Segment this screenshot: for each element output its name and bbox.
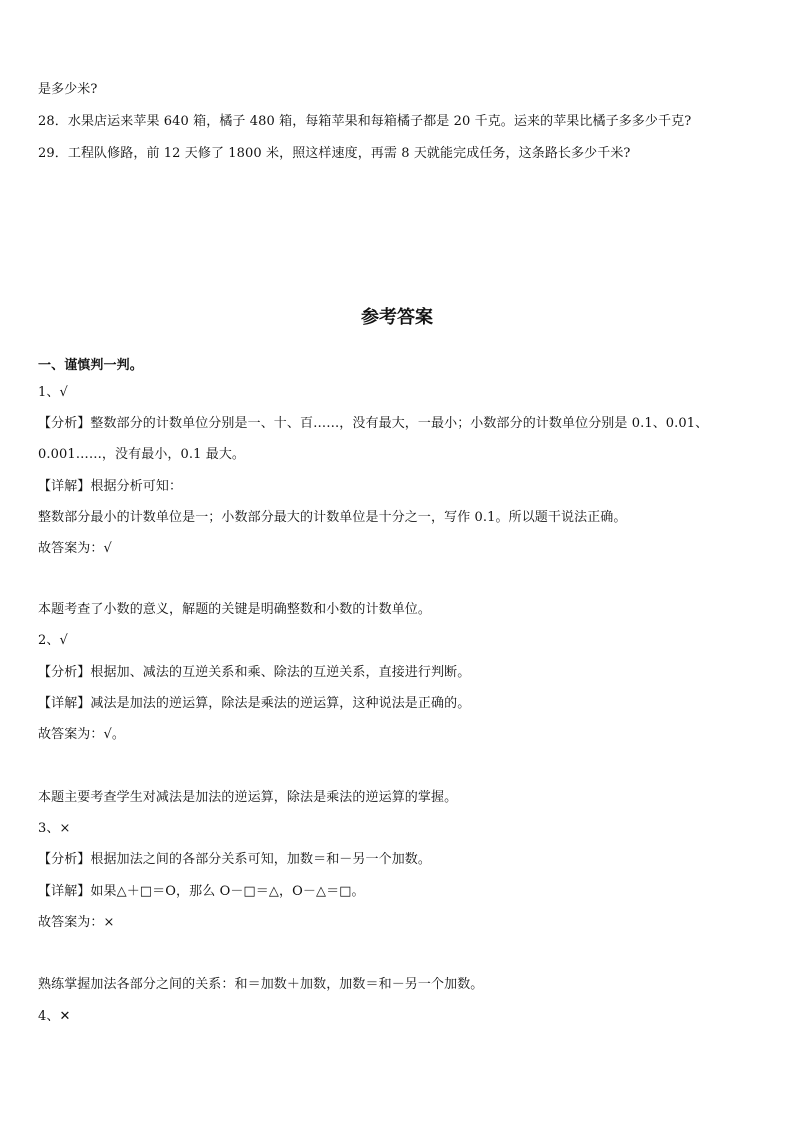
answer-3-analysis: 【分析】根据加法之间的各部分关系可知，加数＝和－另一个加数。 xyxy=(38,852,432,867)
answers-title: 参考答案 xyxy=(361,307,433,328)
answer-2-label: 2、√ xyxy=(38,633,68,648)
answer-1-analysis: 【分析】整数部分的计数单位分别是一、十、百……，没有最大，一最小；小数部分的计数单位分别是 0.1、0.01、 xyxy=(38,416,709,431)
answer-1-conclusion: 故答案为：√ xyxy=(38,541,112,556)
answer-1-detail-cont: 整数部分最小的计数单位是一；小数部分最大的计数单位是十分之一，写作 0.1。所以题干说法正确。 xyxy=(38,510,627,525)
question-28: 28．水果店运来苹果 640 箱，橘子 480 箱，每箱苹果和每箱橘子都是 20 千克。运来的苹果比橘子多多少千克? xyxy=(38,114,692,129)
answer-1-label: 1、√ xyxy=(38,385,68,400)
answer-3-detail: 【详解】如果△＋□＝O，那么 O－□＝△，O－△＝□。 xyxy=(38,884,365,899)
answer-4-label: 4、✕ xyxy=(38,1009,71,1024)
answer-2-detail: 【详解】减法是加法的逆运算，除法是乘法的逆运算，这种说法是正确的。 xyxy=(38,696,471,711)
question-29: 29．工程队修路，前 12 天修了 1800 米，照这样速度，再需 8 天就能完成任务，这条路长多少千米? xyxy=(38,146,631,161)
answer-3-comment: 熟练掌握加法各部分之间的关系：和＝加数＋加数，加数＝和－另一个加数。 xyxy=(38,977,484,992)
answer-2-analysis: 【分析】根据加、减法的互逆关系和乘、除法的互逆关系，直接进行判断。 xyxy=(38,665,471,680)
section-title: 一、谨慎判一判。 xyxy=(38,358,143,373)
answer-1-comment: 本题考查了小数的意义，解题的关键是明确整数和小数的计数单位。 xyxy=(38,602,432,617)
answer-2-conclusion: 故答案为：√。 xyxy=(38,727,125,742)
answer-1-analysis-cont: 0.001……，没有最小，0.1 最大。 xyxy=(38,447,246,462)
answer-1-detail: 【详解】根据分析可知： xyxy=(38,479,183,494)
answer-3-label: 3、× xyxy=(38,821,71,836)
answer-3-conclusion: 故答案为：× xyxy=(38,915,115,930)
answer-2-comment: 本题主要考查学生对减法是加法的逆运算，除法是乘法的逆运算的掌握。 xyxy=(38,790,458,805)
question-27-tail: 是多少米? xyxy=(38,82,98,97)
